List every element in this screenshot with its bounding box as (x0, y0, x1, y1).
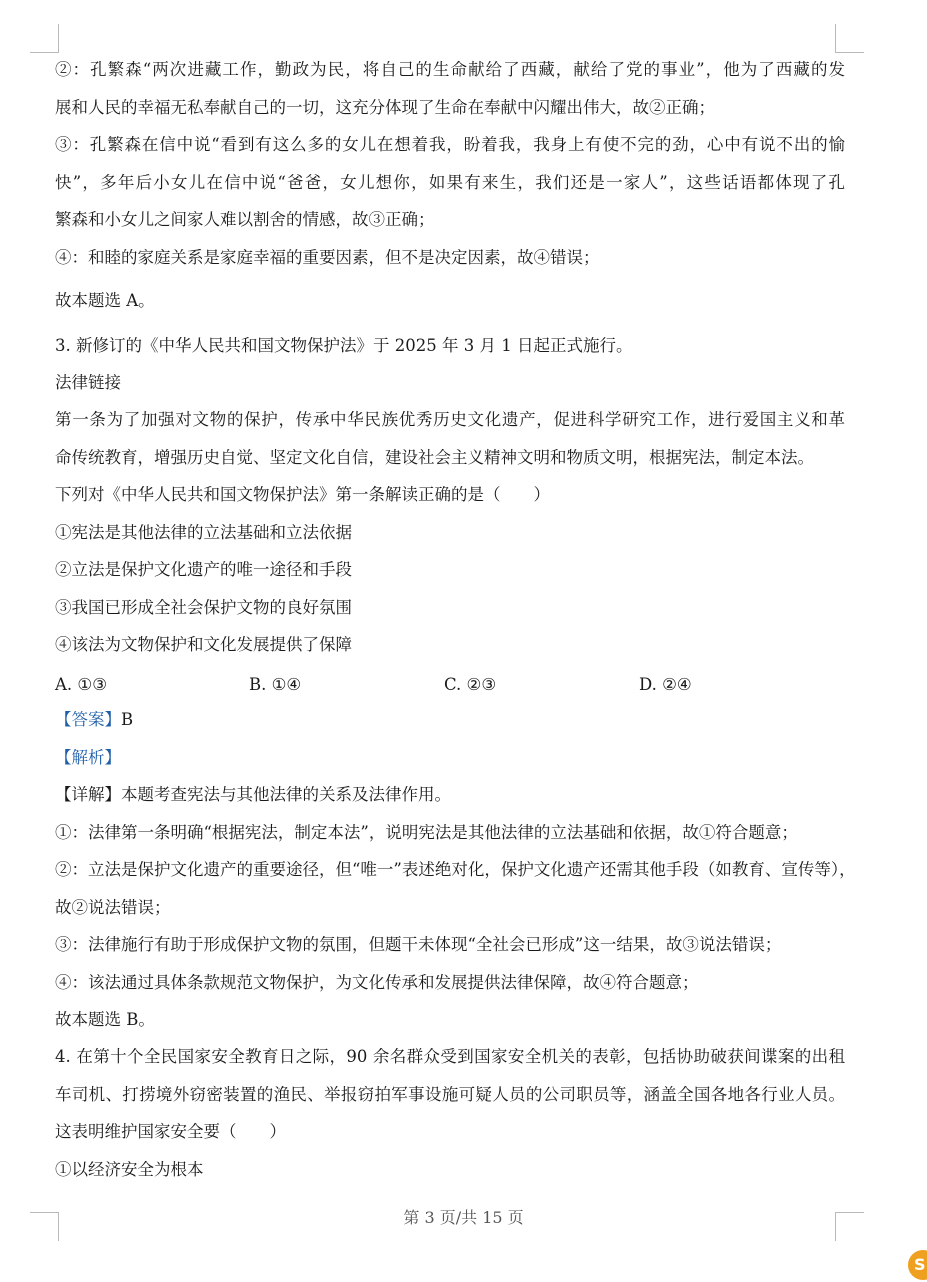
crop-mark-top-right (835, 24, 864, 53)
text-line: 故②说法错误； (55, 898, 171, 917)
text-line: 快”，多年后小女儿在信中说“爸爸，女儿想你，如果有来生，我们还是一家人”，这些话语都体现了孔 (55, 173, 845, 192)
statement-4: ④该法为文物保护和文化发展提供了保障 (55, 635, 352, 654)
floating-assistant-icon[interactable]: S (908, 1250, 927, 1280)
answer-line (55, 709, 845, 731)
text-line: 下列对《中华人民共和国文物保护法》第一条解读正确的是（ ） (55, 485, 550, 504)
text-line: ②：孔繁森“两次进藏工作，勤政为民，将自己的生命献给了西藏，献给了党的事业”，他为了西藏的发 (55, 60, 845, 79)
text-line: 故本题选 B。 (55, 1010, 155, 1029)
text-line: 这表明维护国家安全要（ ） (55, 1122, 286, 1141)
question-4-stem: 4. 在第十个全民国家安全教育日之际，90 余名群众受到国家安全机关的表彰，包括协助破获间谍案的出租 (55, 1047, 845, 1066)
answer-tag: 【答案】 (55, 710, 121, 729)
detail-tag: 【详解】 (55, 785, 121, 804)
detail-line (55, 784, 845, 806)
analysis-tag: 【解析】 (55, 748, 121, 767)
option-d: D. ②④ (639, 675, 692, 694)
text-line: 车司机、打捞境外窃密装置的渔民、举报窃拍军事设施可疑人员的公司职员等，涵盖全国各地各行业人员。 (55, 1085, 845, 1104)
text-line: ①：法律第一条明确“根据宪法，制定本法”，说明宪法是其他法律的立法基础和依据，故①符合题意； (55, 823, 798, 842)
statement-1: ①宪法是其他法律的立法基础和立法依据 (55, 523, 352, 542)
text-line: 展和人民的幸福无私奉献自己的一切，这充分体现了生命在奉献中闪耀出伟大，故②正确； (55, 98, 715, 117)
option-b: B. ①④ (249, 675, 302, 694)
answer-value: B (121, 710, 134, 729)
text-line: 第一条为了加强对文物的保护，传承中华民族优秀历史文化遗产，促进科学研究工作，进行爱国主义和革 (55, 410, 845, 429)
statement-2: ②立法是保护文化遗产的唯一途径和手段 (55, 560, 352, 579)
text-line: ④：和睦的家庭关系是家庭幸福的重要因素，但不是决定因素，故④错误； (55, 248, 600, 267)
option-c: C. ②③ (444, 675, 497, 694)
text-line: 命传统教育，增强历史自觉、坚定文化自信，建设社会主义精神文明和物质文明，根据宪法，制定本法。 (55, 448, 814, 467)
statement-1: ①以经济安全为根本 (55, 1160, 204, 1179)
detail-text: 本题考查宪法与其他法律的关系及法律作用。 (121, 785, 451, 804)
text-line: 繁森和小女儿之间家人难以割舍的情感，故③正确； (55, 210, 435, 229)
text-line: ②：立法是保护文化遗产的重要途径，但“唯一”表述绝对化，保护文化遗产还需其他手段（如教育、宣传等）， (55, 860, 856, 879)
statement-3: ③我国已形成全社会保护文物的良好氛围 (55, 598, 352, 617)
text-line: ③：孔繁森在信中说“看到有这么多的女儿在想着我，盼着我，我身上有使不完的劲，心中有说不出的愉 (55, 135, 845, 154)
law-link-heading: 法律链接 (55, 373, 121, 392)
crop-mark-top-left (30, 24, 59, 53)
text-line: 故本题选 A。 (55, 291, 155, 310)
text-line: ③：法律施行有助于形成保护文物的氛围，但题干未体现“全社会已形成”这一结果，故③说法错误； (55, 935, 782, 954)
page-footer: 第 3 页/共 15 页 (403, 1208, 524, 1227)
question-3-stem: 3. 新修订的《中华人民共和国文物保护法》于 2025 年 3 月 1 日起正式施行。 (55, 336, 633, 355)
text-line: ④：该法通过具体条款规范文物保护，为文化传承和发展提供法律保障，故④符合题意； (55, 973, 699, 992)
option-a: A. ①③ (55, 675, 107, 694)
